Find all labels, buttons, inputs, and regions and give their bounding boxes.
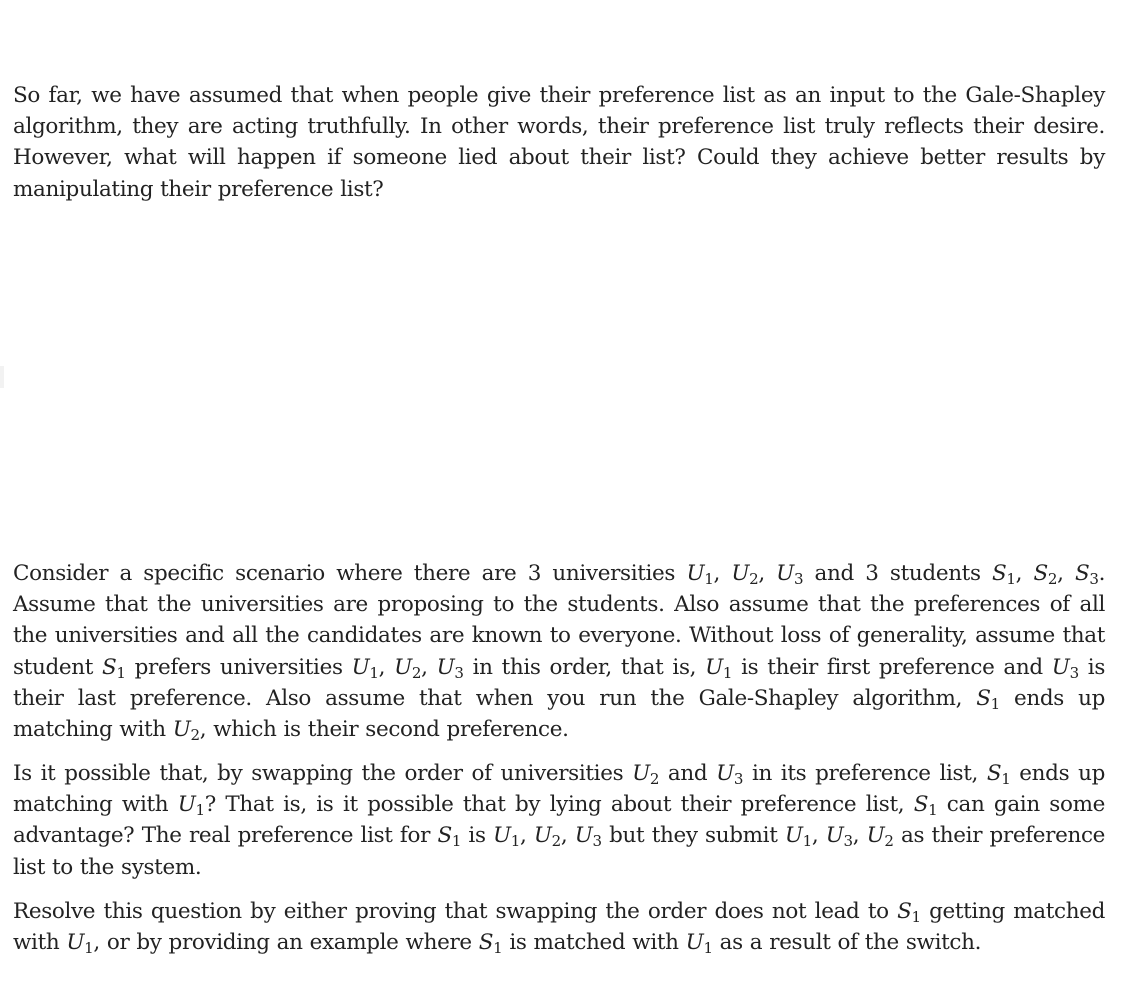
math-symbol: $U_2$ xyxy=(632,761,660,788)
math-symbol: $U_1$ xyxy=(685,930,713,957)
math-symbol: $S_2$ xyxy=(1033,561,1058,588)
math-symbol: $U_1$ xyxy=(351,654,379,682)
math-symbol: $U_2$ xyxy=(172,717,200,744)
math-symbol: $S_1$ xyxy=(102,654,126,682)
math-symbol: $U_1$ xyxy=(177,792,205,819)
math-symbol: $U_3$ xyxy=(574,823,602,851)
math-symbol: $U_1$ xyxy=(705,654,733,682)
math-symbol: $U_3$ xyxy=(776,561,804,588)
math-symbol: $S_1$ xyxy=(897,899,921,926)
math-symbol: $U_1$ xyxy=(66,930,94,957)
math-symbol: $U_3$ xyxy=(825,823,853,851)
paragraph-scenario: Consider a specific scenario where there are 3 universities $U_1$, $U_2$, $U_3$ and 3 students $S_1$, $S_2$, $S_3$. Assume that the universities are proposing to the students. Also assume that the preferences of all the universities and all the candidates are known to everyone. Without loss of generality, assume that student $S_1$ prefers universities $U_1$, $U_2$, $U_3$ in this order, that is, $U_1$ is their first preference and $U_3$ is their last preference. Also assume that when you run the Gale-Shapley algorithm, $S_1$ ends up matching with $U_2$, which is their second preference. xyxy=(13,561,1106,744)
paragraph-question: Is it possible that, by swapping the order of universities $U_2$ and $U_3$ in its preference list, $S_1$ ends up matching with $U_1$? That is, is it possible that by lying about their preference list, $S_1$ can gain some advantage? The real preference list for $S_1$ is $U_1$, $U_2$, $U_3$ but they submit $U_1$, $U_3$, $U_2$ as their preference list to the system. xyxy=(13,761,1106,880)
math-symbol: $S_1$ xyxy=(986,761,1011,788)
math-symbol: $U_1$ xyxy=(493,823,521,851)
math-symbol: $U_1$ xyxy=(686,561,714,588)
left-edge-artifact xyxy=(0,366,4,388)
math-symbol: $U_3$ xyxy=(716,761,744,788)
math-symbol: $U_2$ xyxy=(866,823,894,851)
math-symbol: $U_3$ xyxy=(1051,654,1079,682)
math-symbol: $S_1$ xyxy=(478,930,503,957)
math-symbol: $U_2$ xyxy=(533,823,561,851)
math-symbol: $U_1$ xyxy=(784,823,812,851)
paragraph-task: Resolve this question by either proving that swapping the order does not lead to $S_1$ getting matched with $U_1$, or by providing an example where $S_1$ is matched with $U_1$ as a result of the switch. xyxy=(13,899,1106,957)
math-symbol: $U_3$ xyxy=(436,654,464,682)
paragraph-intro: So far, we have assumed that when people give their preference list as an input to the Gale-Shapley algorithm, they are acting truthfully. In other words, their preference list truly reflects their desire. However, what will happen if someone lied about their list? Could they achieve better results by manipulating their preference list? xyxy=(13,83,1105,202)
math-symbol: $U_2$ xyxy=(731,561,759,588)
math-symbol: $S_1$ xyxy=(437,823,462,851)
math-symbol: $S_3$ xyxy=(1074,561,1099,588)
math-symbol: $S_1$ xyxy=(913,792,938,819)
math-symbol: $S_1$ xyxy=(992,561,1016,588)
math-symbol: $S_1$ xyxy=(976,685,1000,713)
math-symbol: $U_2$ xyxy=(394,654,422,682)
